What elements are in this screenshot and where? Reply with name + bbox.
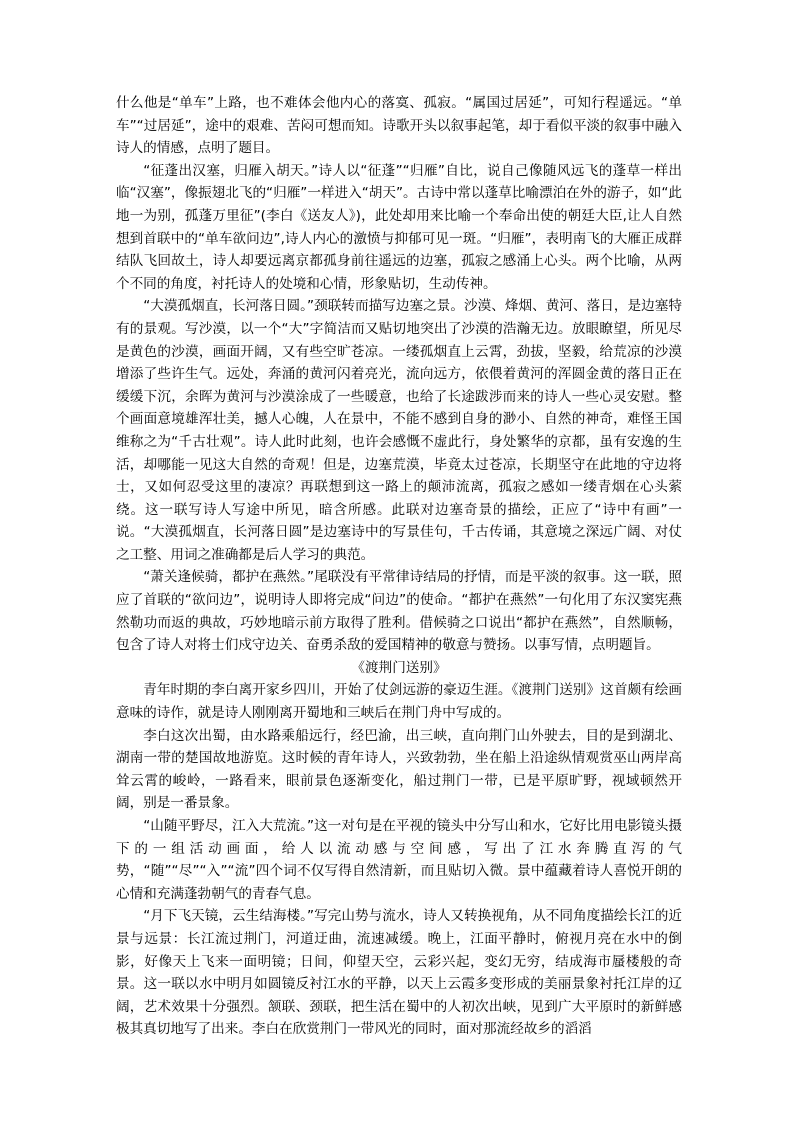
section-title: 《渡荆门送别》 [351,659,447,676]
paragraph-6: 李白这次出蜀，由水路乘船远行，经巴渝，出三峡，直向荆门山外驶去，目的是到湖北、湖南一带的楚国故地游览。这时候的青年诗人，兴致勃勃，坐在船上沿途纵情观赏巫山两岸高耸云霄的峻岭，一路看来，眼前景色逐渐变化，船过荆门一带，已是平原旷野，视域顿然开阔，别是一番景象。 [116,727,682,812]
paragraph-3: “大漠孤烟直，长河落日圆。”颈联转而描写边塞之景。沙漠、烽烟、黄河、落日，是边塞特有的景观。写沙漠，以一个“大”字简洁而又贴切地突出了沙漠的浩瀚无边。放眼瞭望，所见尽是黄色的沙漠，画面开阔，又有些空旷苍凉。一缕孤烟直上云霄，劲拔，坚毅，给荒凉的沙漠增添了些许生气。远处，奔涌的黄河闪着亮光，流向远方，依偎着黄河的浑圆金黄的落日正在缓缓下沉，余晖为黄河与沙漠涂成了一些暖意，也给了长途跋涉而来的诗人一些心灵安慰。整个画面意境雄浑壮美，撼人心魄，人在景中，不能不感到自身的渺小、自然的神奇，难怪王国维称之为“千古壮观”。诗人此时此刻，也许会感慨不虚此行，身处繁华的京都，虽有安逸的生活，却哪能一见这大自然的奇观！但是，边塞荒漠，毕竟太过苍凉，长期坚守在此地的守边将士，又如何忍受这里的凄凉？再联想到这一路上的颠沛流离，孤寂之感如一缕青烟在心头萦绕。这一联写诗人写途中所见，暗含所感。此联对边塞奇景的描绘，正应了“诗中有画”一说。“大漠孤烟直，长河落日圆”是边塞诗中的写景佳句，千古传诵，其意境之深远广阔、对仗之工整、用词之准确都是后人学习的典范。 [116,298,682,563]
paragraph-2: “征蓬出汉塞，归雁入胡天。”诗人以“征蓬”“归雁”自比，说自己像随风远飞的蓬草一样出临“汉塞”，像振翅北飞的“归雁”一样进入“胡天”。古诗中常以蓬草比喻漂泊在外的游子，如“此地一为别，孤蓬万里征”(李白《送友人》)，此处却用来比喻一个奉命出使的朝廷大臣,让人自然想到首联中的“单车欲问边”,诗人内心的激愤与抑郁可见一斑。“归雁”，表明南飞的大雁正成群结队飞回故土，诗人却要远离京都孤身前往遥远的边塞，孤寂之感涌上心头。两个比喻，从两个不同的角度，衬托诗人的处境和心情，形象贴切，生动传神。 [116,162,682,292]
paragraph-4: “萧关逢候骑，都护在燕然。”尾联没有平常律诗结局的抒情，而是平淡的叙事。这一联，照应了首联的“欲问边”，说明诗人即将完成“问边”的使命。“都护在燕然”一句化用了东汉窦宪燕然勒功而返的典故，巧妙地暗示前方取得了胜利。借候骑之口说出“都护在燕然”，自然顺畅，包含了诗人对将士们戍守边关、奋勇杀敌的爱国精神的敬意与赞扬。以事写情，点明题旨。 [116,569,682,654]
paragraph-5: 青年时期的李白离开家乡四川，开始了仗剑远游的豪迈生涯。《渡荆门送别》这首颇有绘画意味的诗作，就是诗人刚刚离开蜀地和三峡后在荆门舟中写成的。 [116,682,682,722]
paragraph-1: 什么他是“单车”上路，也不难体会他内心的落寞、孤寂。“属国过居延”，可知行程遥远。“单车”“过居延”，途中的艰难、苦闷可想而知。诗歌开头以叙事起笔，却于看似平淡的叙事中融入诗人的情感，点明了题目。 [116,95,682,157]
document-page [116,92,682,1041]
paragraph-8: “月下飞天镜，云生结海楼。”写完山势与流水，诗人又转换视角，从不同角度描绘长江的近景与远景：长江流过荆门，河道迂曲，流速减缓。晚上，江面平静时，俯视月亮在水中的倒影，好像天上飞来一面明镜；日间，仰望天空，云彩兴起，变幻无穷，结成海市蜃楼般的奇景。这一联以水中明月如圆镜反衬江水的平静，以天上云霞多变形成的美丽景象衬托江岸的辽阔，艺术效果十分强烈。颔联、颈联，把生活在蜀中的人初次出峡，见到广大平原时的新鲜感极其真切地写了出来。李白在欣赏荆门一带风光的同时，面对那流经故乡的滔滔 [116,908,682,1038]
paragraph-7: “山随平野尽，江入大荒流。”这一对句是在平视的镜头中分写山和水，它好比用电影镜头摄下的一组活动画面，给人以流动感与空间感，写出了江水奔腾直泻的气势，“随”“尽”“入”“流”四个词不仅写得自然清新，而且贴切入微。景中蕴藏着诗人喜悦开朗的心情和充满蓬勃朝气的青春气息。 [116,818,682,902]
